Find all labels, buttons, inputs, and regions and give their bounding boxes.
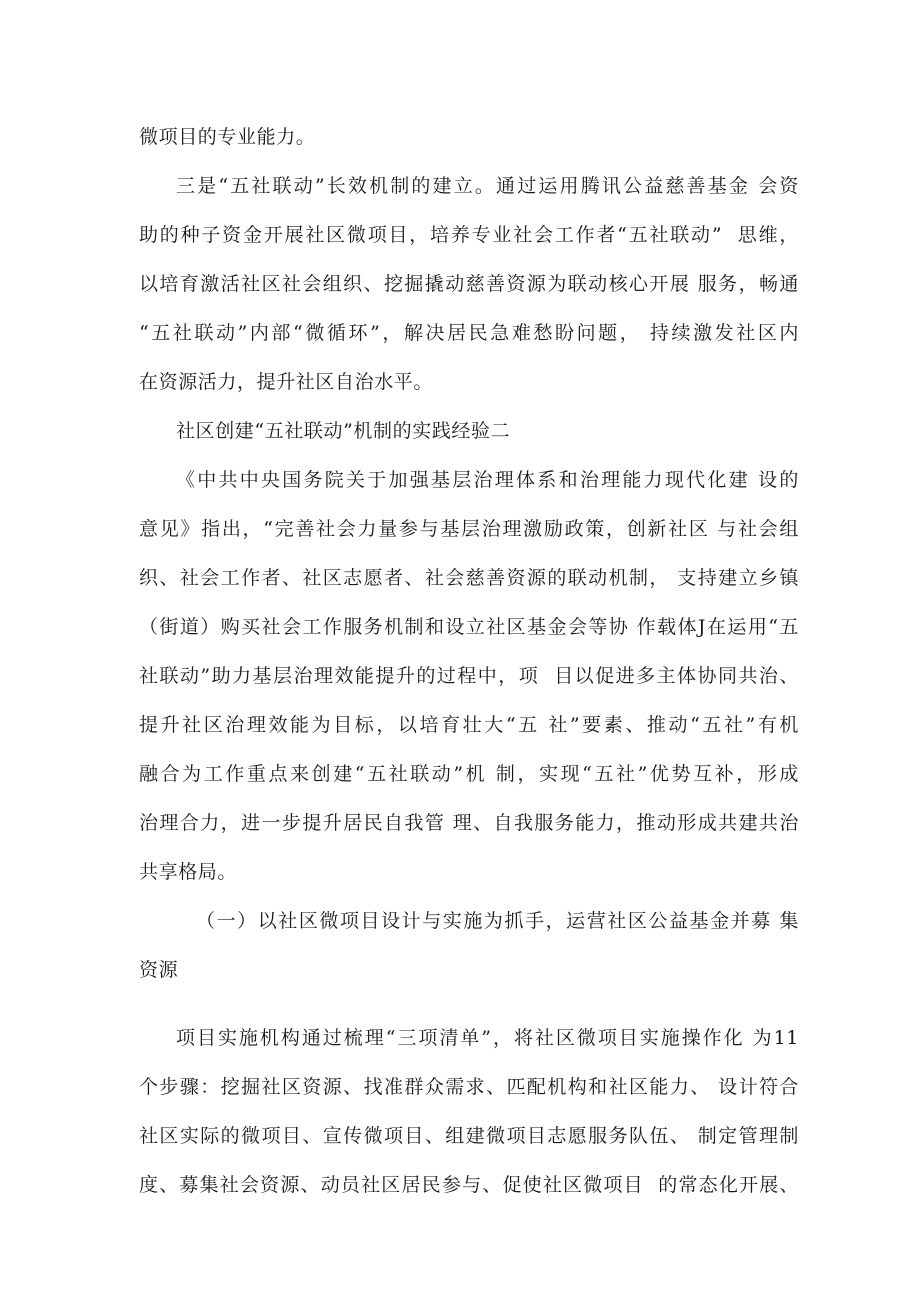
paragraph-first-line: 三是“五社联动”长效机制的建立。通过运用腾讯公益慈善基金 会资 [176,175,799,197]
text-line: “五社联动”内部“微循环”，解决居民急难愁盼问题， 持续激发社区内 [139,322,799,344]
text-line: 意见》指出，“完善社会力量参与基层治理激励政策，创新社区 与社会组 [139,518,799,540]
text-line: 融合为工作重点来创建“五社联动”机 制，实现“五社”优势互补，形成 [139,763,799,785]
paragraph-first-line: 项目实施机构通过梳理“三项清单”，将社区微项目实施操作化 为11 [176,1027,799,1049]
text-line: 在资源活力，提升社区自治水平。 [139,371,434,393]
text-line: 治理合力，进一步提升居民自我管 理、自我服务能力，推动形成共建共治 [139,812,799,834]
subsection-heading: （一）以社区微项目设计与实施为抓手，运营社区公益基金并募 集 [196,910,799,932]
text-line: 个步骤：挖掘社区资源、找准群众需求、匹配机构和社区能力、 设计符合 [139,1076,799,1098]
text-line: 以培育激活社区社会组织、挖掘撬动慈善资源为联动核心开展 服务，畅通 [139,273,799,295]
text-line: 社联动”助力基层治理效能提升的过程中，项 目以促进多主体协同共治、 [139,665,799,687]
text-line: 织、社会工作者、社区志愿者、社会慈善资源的联动机制， 支持建立乡镇 [139,567,799,589]
section-heading: 社区创建“五社联动”机制的实践经验二 [176,420,511,442]
text-line: 微项目的专业能力。 [139,126,316,148]
subsection-heading-continued: 资源 [139,959,179,981]
text-line: 共享格局。 [139,861,238,883]
paragraph-first-line: 《中共中央国务院关于加强基层治理体系和治理能力现代化建 设的 [176,469,799,491]
text-line: （街道）购买社会工作服务机制和设立社区基金会等协 作载体J在运用“五 [139,616,799,638]
text-line: 社区实际的微项目、宣传微项目、组建微项目志愿服务队伍、 制定管理制 [139,1125,799,1147]
text-line: 助的种子资金开展社区微项目，培养专业社会工作者“五社联动” 思维， [139,224,799,246]
text-line: 提升社区治理效能为目标，以培育壮大“五 社”要素、推动“五社”有机 [139,714,799,736]
text-line: 度、募集社会资源、动员社区居民参与、促使社区微项目 的常态化开展、 [139,1174,799,1196]
